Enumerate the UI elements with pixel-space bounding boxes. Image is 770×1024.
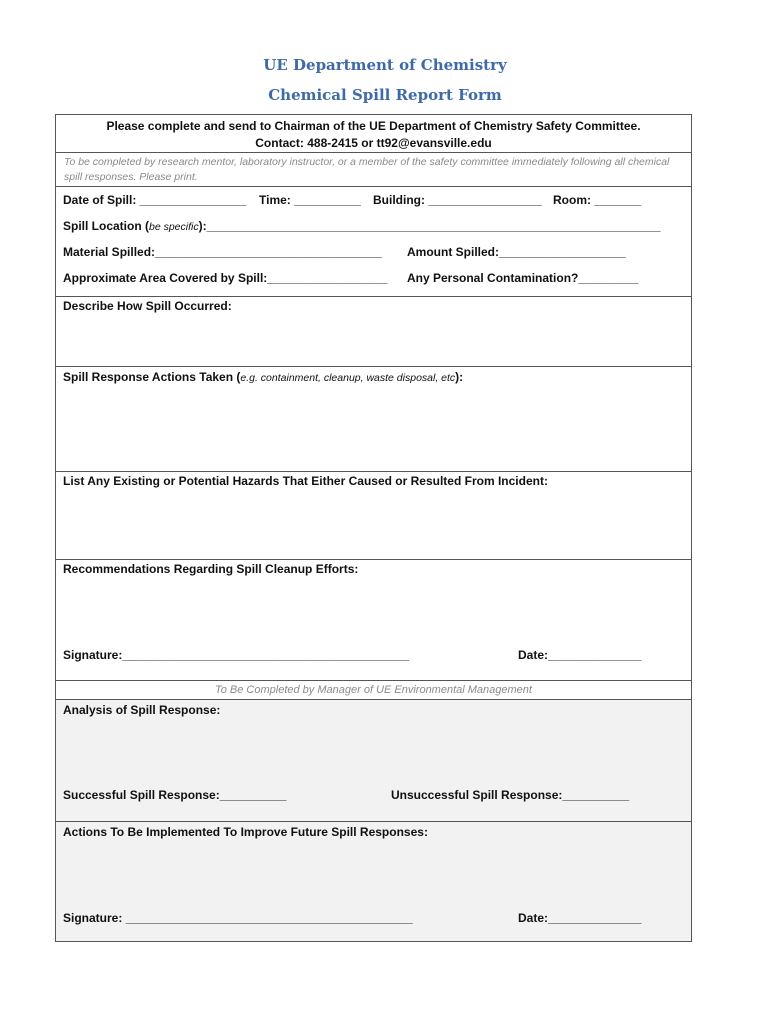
- response-label: [63, 370, 463, 384]
- spill-details-section: [56, 187, 691, 297]
- room-field[interactable]: Room: _______: [553, 193, 642, 207]
- recommendations-section[interactable]: [56, 560, 691, 681]
- response-suffix: ):: [455, 370, 464, 384]
- amount-spilled-field[interactable]: Amount Spilled:___________________: [407, 245, 626, 259]
- response-section[interactable]: [56, 367, 691, 472]
- successful-response-field[interactable]: Successful Spill Response:__________: [63, 788, 287, 802]
- date-of-spill-field[interactable]: Date of Spill: ________________: [63, 193, 247, 207]
- completion-note: To be completed by research mentor, laboratory instructor, or a member of the safety committee immediately following all chemical spill responses. Please print.: [64, 156, 670, 183]
- analysis-label: Analysis of Spill Response:: [63, 703, 221, 717]
- contact-text: Contact: 488-2415 or tt92@evansville.edu: [255, 136, 492, 150]
- response-hint: e.g. containment, cleanup, waste disposal, etc: [240, 372, 456, 384]
- spill-location-field[interactable]: [63, 219, 660, 233]
- location-hint: be specific: [149, 221, 199, 233]
- describe-section[interactable]: [56, 297, 691, 367]
- department-title: UE Department of Chemistry: [263, 56, 507, 74]
- location-prefix: Spill Location (: [63, 219, 149, 233]
- form-title: Chemical Spill Report Form: [268, 86, 502, 104]
- personal-contamination-field[interactable]: Any Personal Contamination?_________: [407, 271, 639, 285]
- building-field[interactable]: Building: _________________: [373, 193, 542, 207]
- hazards-label: List Any Existing or Potential Hazards That Either Caused or Resulted From Incident:: [63, 474, 548, 488]
- signature-field[interactable]: Signature:___________________________________________: [63, 648, 410, 662]
- manager-note: To Be Completed by Manager of UE Environmental Management: [215, 684, 532, 696]
- manager-date-field[interactable]: Date:______________: [518, 911, 642, 925]
- material-spilled-field[interactable]: Material Spilled:__________________________________: [63, 245, 382, 259]
- response-prefix: Spill Response Actions Taken (: [63, 370, 241, 384]
- time-field[interactable]: Time: __________: [259, 193, 361, 207]
- instructions-section: [56, 115, 691, 153]
- actions-label: Actions To Be Implemented To Improve Future Spill Responses:: [63, 825, 428, 839]
- analysis-section[interactable]: [56, 700, 691, 822]
- location-suffix: ):____________________________________________________________________: [198, 219, 661, 233]
- hazards-section[interactable]: [56, 472, 691, 560]
- unsuccessful-response-field[interactable]: Unsuccessful Spill Response:__________: [391, 788, 630, 802]
- signature-date-field[interactable]: Date:______________: [518, 648, 642, 662]
- note-section: [56, 153, 691, 187]
- describe-label: Describe How Spill Occurred:: [63, 299, 232, 313]
- area-covered-field[interactable]: Approximate Area Covered by Spill:__________________: [63, 271, 388, 285]
- spill-report-form: [55, 114, 692, 942]
- manager-note-section: [56, 681, 691, 700]
- manager-signature-field[interactable]: Signature: ___________________________________________: [63, 911, 413, 925]
- recommendations-label: Recommendations Regarding Spill Cleanup Efforts:: [63, 562, 359, 576]
- actions-section[interactable]: [56, 822, 691, 941]
- send-to-text: Please complete and send to Chairman of the UE Department of Chemistry Safety Committee.: [106, 119, 641, 133]
